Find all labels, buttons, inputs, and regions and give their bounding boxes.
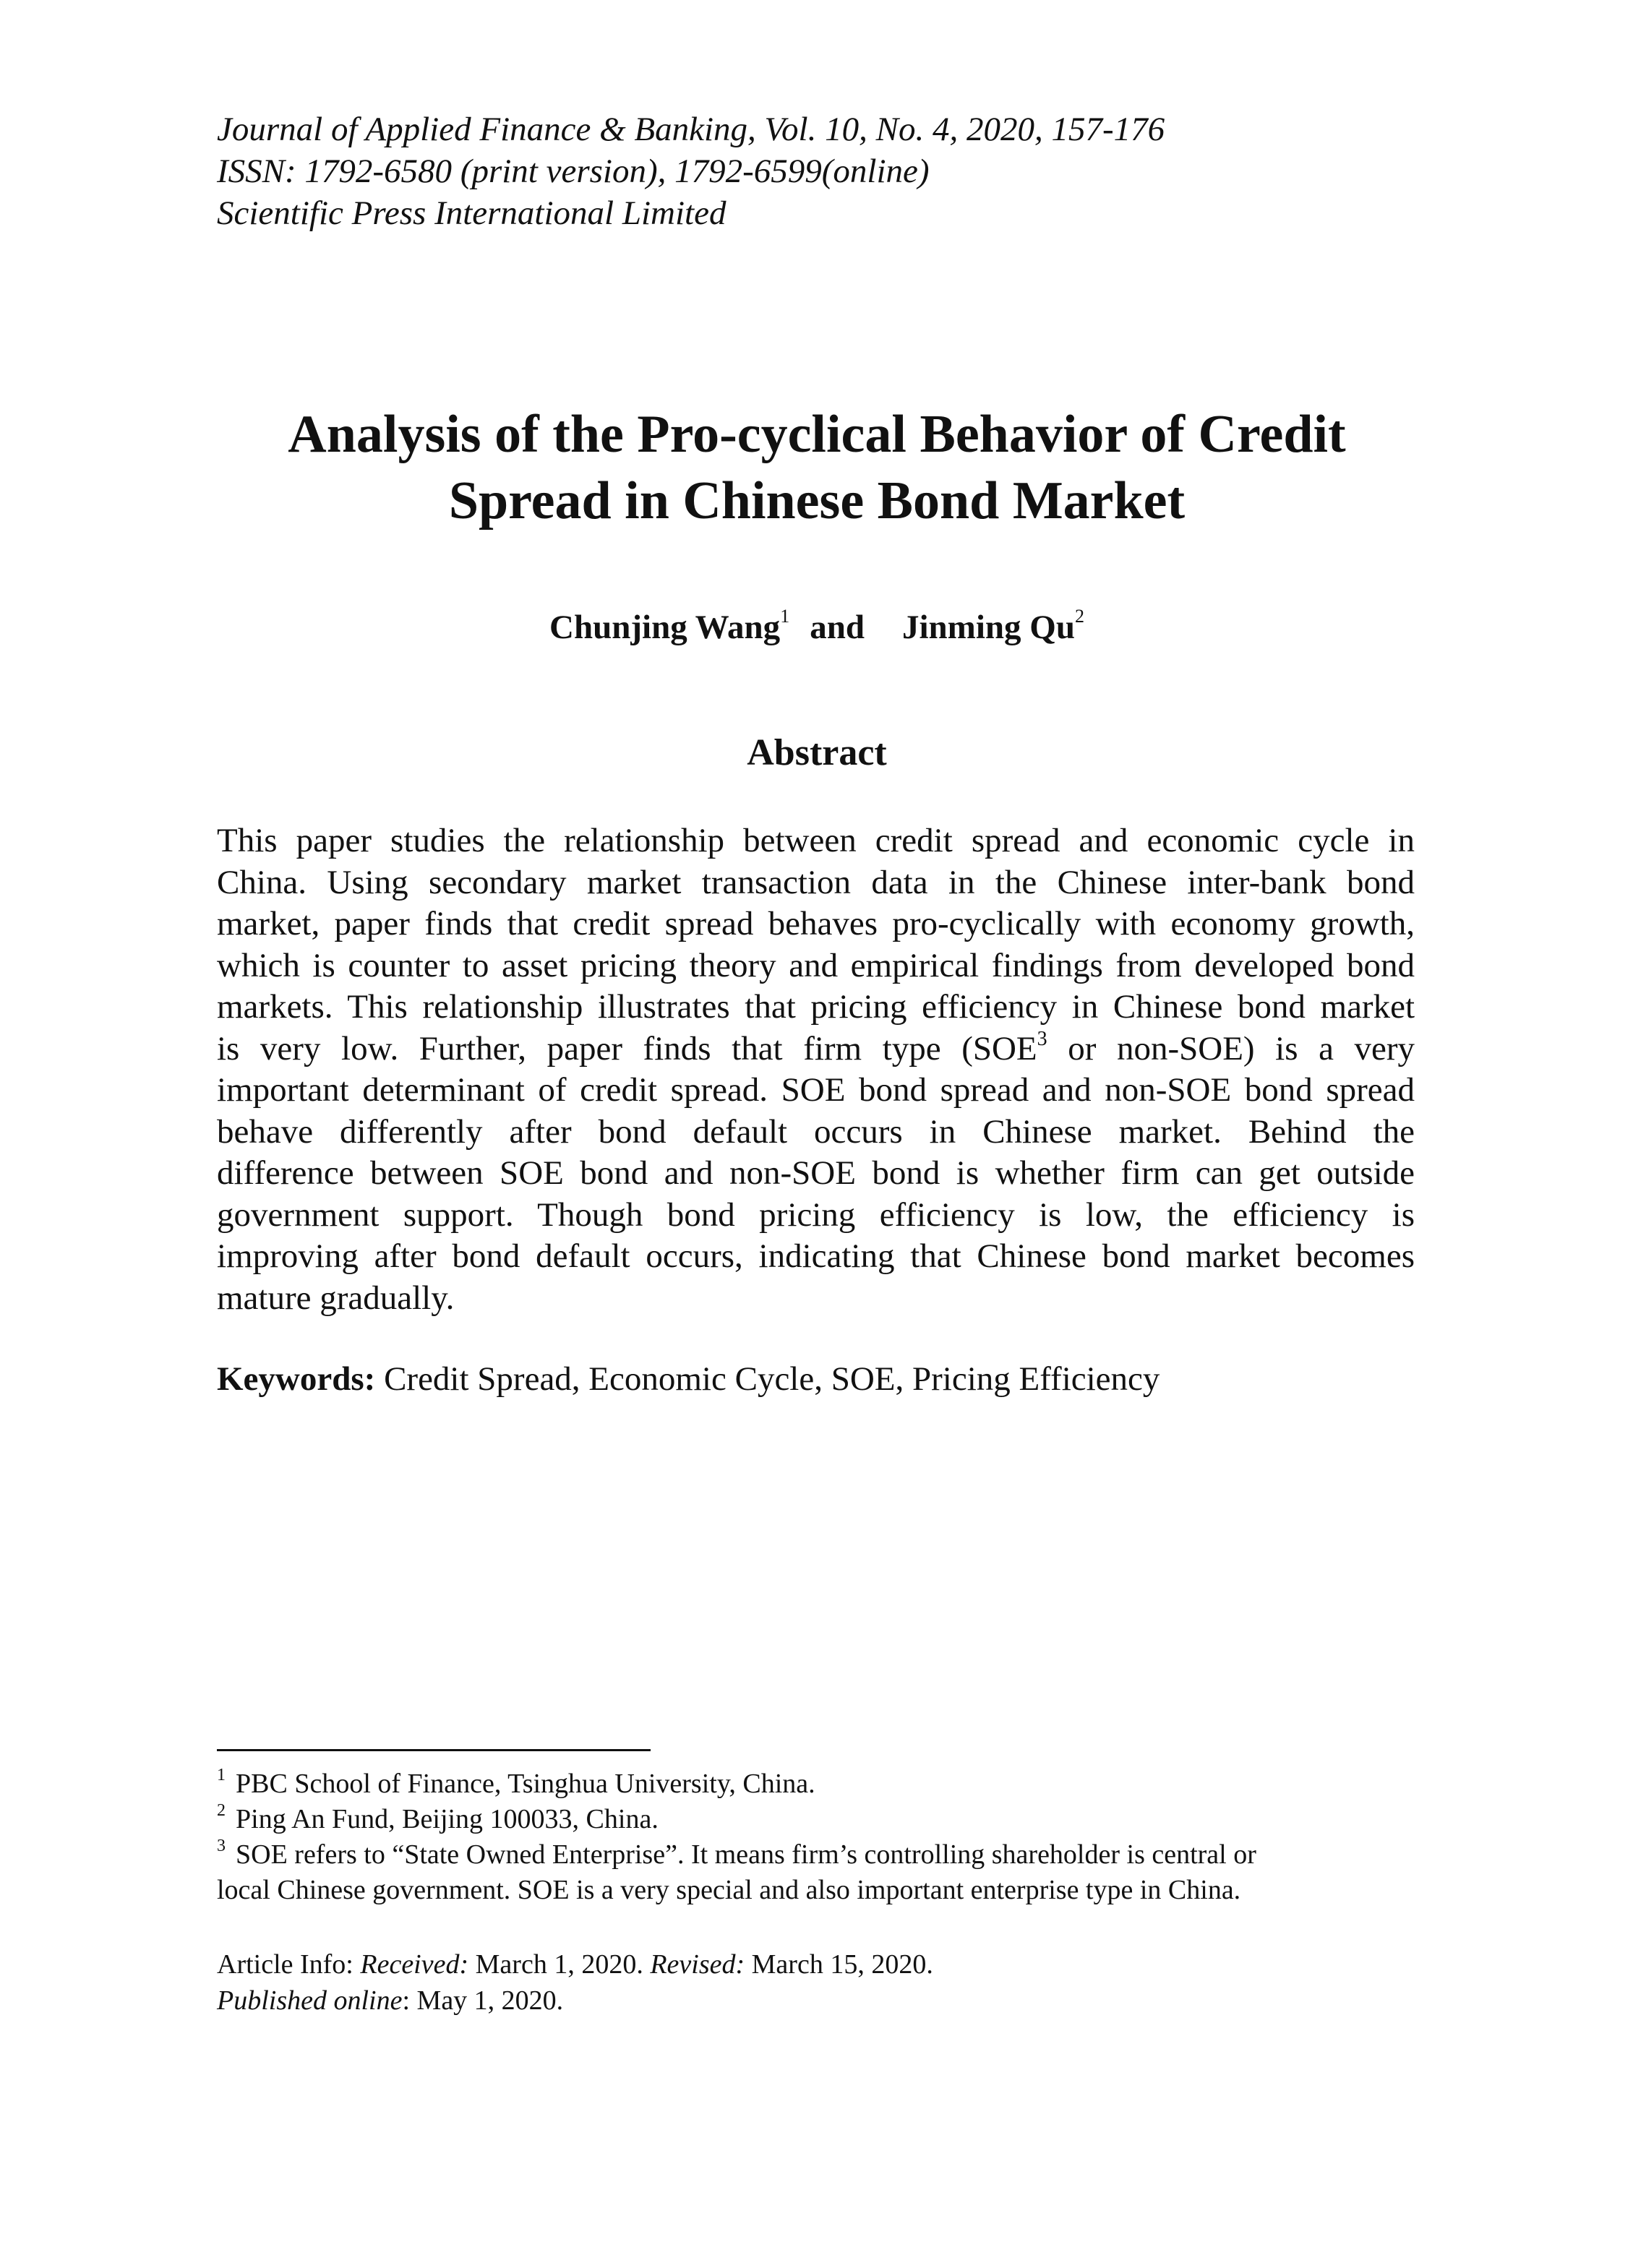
published-label: Published online: [217, 1985, 403, 2016]
footnote-marker: 3: [1037, 1027, 1047, 1050]
footnote: [217, 1802, 1446, 1837]
article-dates: [217, 1946, 1446, 1983]
abstract-line: difference between SOE bond and non-SOE bond is whether firm can get outside: [217, 1154, 1415, 1192]
abstract-line-text: is very low. Further, paper finds that firm type (SOE: [217, 1029, 1037, 1068]
paper-title-line-2: Spread in Chinese Bond Market: [448, 471, 1186, 531]
issn-line: ISSN: 1792-6580 (print version), 1792-6599(online): [217, 153, 930, 190]
footnote-marker: 1: [217, 1766, 226, 1784]
journal-header: [217, 108, 1446, 234]
paper-title: [145, 401, 1489, 534]
abstract-line: markets. This relationship illustrates that pricing efficiency in Chinese bond market: [217, 988, 1415, 1026]
revised-date: March 15, 2020.: [751, 1949, 933, 1980]
abstract-heading: Abstract: [747, 732, 887, 773]
footnotes: [217, 1766, 1446, 1908]
abstract-line: which is counter to asset pricing theory and empirical findings from developed bond: [217, 946, 1415, 984]
publisher-line: Scientific Press International Limited: [217, 194, 727, 232]
abstract-body: [217, 820, 1415, 1319]
author-name: Jinming Qu: [901, 609, 1075, 646]
abstract-line: important determinant of credit spread. SOE bond spread and non-SOE bond spread: [217, 1071, 1415, 1109]
journal-citation: Journal of Applied Finance & Banking, Vol. 10, No. 4, 2020, 157-176: [217, 111, 1165, 148]
revised-label: Revised:: [650, 1949, 745, 1980]
published-date: : May 1, 2020.: [402, 1985, 564, 2016]
footnote-marker: 2: [1074, 606, 1084, 627]
received-date: March 1, 2020.: [475, 1949, 643, 1980]
author-list: [145, 606, 1489, 649]
abstract-line: behave differently after bond default occurs in Chinese market. Behind the: [217, 1112, 1415, 1151]
abstract-line: market, paper finds that credit spread behaves pro-cyclically with economy growth,: [217, 905, 1415, 942]
abstract-line: [217, 1028, 1415, 1070]
abstract-line: government support. Though bond pricing efficiency is low, the efficiency is: [217, 1195, 1415, 1234]
received-label: Received:: [360, 1949, 469, 1980]
keywords-label: Keywords:: [217, 1360, 376, 1398]
footnote-text: SOE refers to “State Owned Enterprise”. It means firm’s controlling shareholder is central or: [236, 1839, 1256, 1870]
abstract-line: This paper studies the relationship between credit spread and economic cycle in: [217, 822, 1415, 859]
footnote-divider: [217, 1749, 651, 1751]
keywords: [217, 1357, 1446, 1401]
keywords-text: Credit Spread, Economic Cycle, SOE, Pricing Efficiency: [384, 1360, 1160, 1398]
article-info: [217, 1946, 1446, 2019]
article-info-label: Article Info:: [217, 1949, 353, 1980]
abstract-line: China. Using secondary market transaction data in the Chinese inter-bank bond: [217, 863, 1415, 901]
footnote: [217, 1766, 1446, 1802]
paper-title-line-1: Analysis of the Pro-cyclical Behavior of Credit: [288, 405, 1346, 464]
abstract-line: improving after bond default occurs, indicating that Chinese bond market becomes: [217, 1237, 1415, 1275]
published-line: [217, 1983, 1446, 2019]
footnote-marker: 1: [780, 606, 790, 627]
abstract-line: mature gradually.: [217, 1279, 455, 1317]
author-name: Chunjing Wang: [549, 609, 781, 646]
footnote: [217, 1837, 1446, 1873]
author-conjunction: and: [810, 609, 865, 646]
footnote-marker: 2: [217, 1801, 226, 1820]
abstract-line-text: or non-SOE) is a very: [1068, 1029, 1415, 1068]
footnote-text: PBC School of Finance, Tsinghua University, China.: [236, 1769, 815, 1799]
footnote-continuation: local Chinese government. SOE is a very special and also important enterprise type in China.: [217, 1875, 1241, 1905]
footnote-marker: 3: [217, 1837, 226, 1855]
footnote-text: Ping An Fund, Beijing 100033, China.: [236, 1804, 659, 1834]
